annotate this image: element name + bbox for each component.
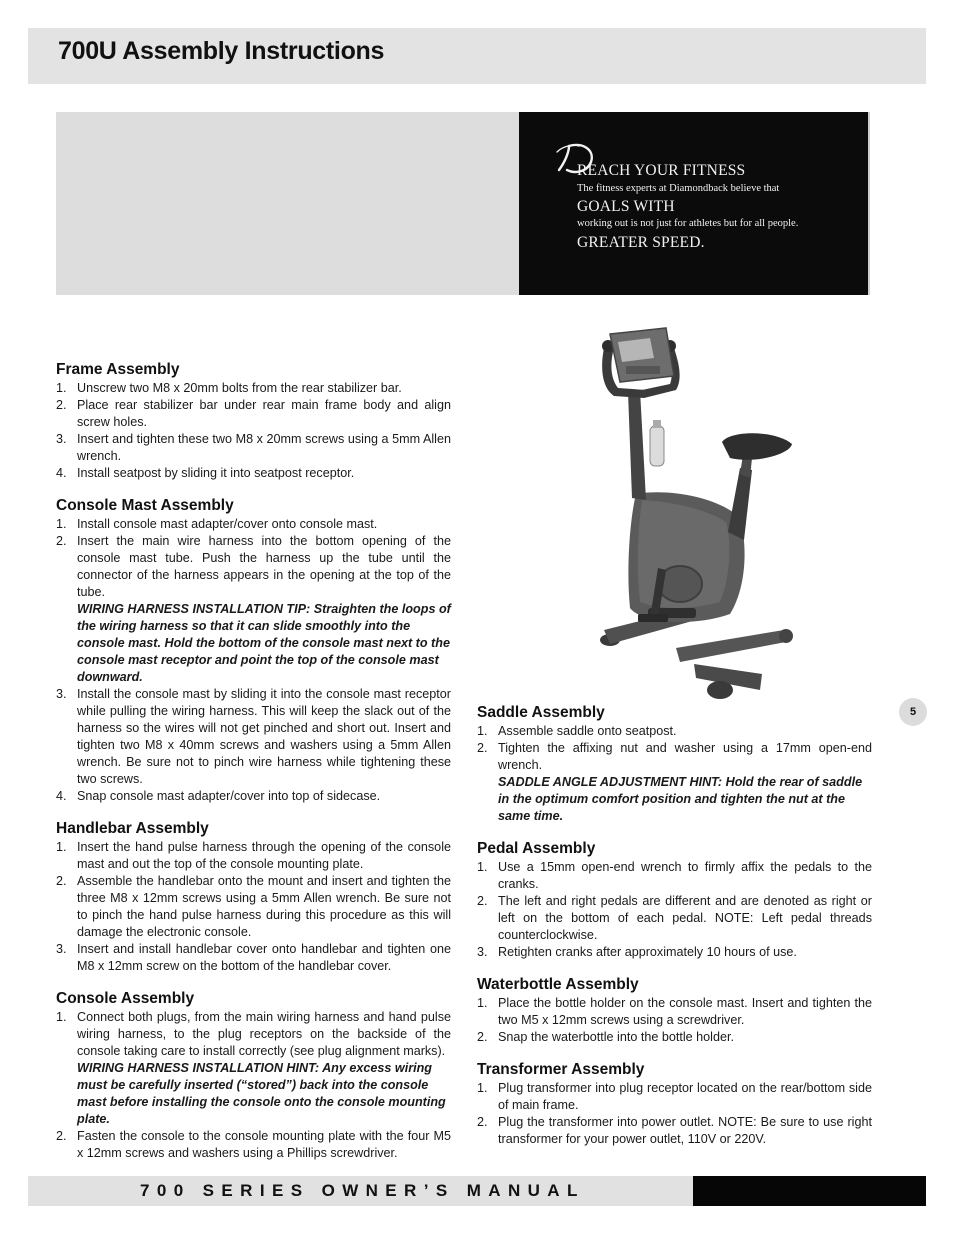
footer-title: 700 SERIES OWNER’S MANUAL — [140, 1181, 585, 1200]
section-heading: Frame Assembly — [56, 361, 180, 378]
section-heading: Saddle Assembly — [477, 704, 605, 721]
slogan-line-3: GOALS WITH — [577, 198, 675, 215]
list-item: 2. Insert the main wire harness into the bottom opening of the console mast tube. Push the harness up the tube until the connector of the harness appears in the opening at the top of the tube. WIRING HARNESS INSTALLATION TIP: Straighten the loops of the wiring harness so that it can slide smoothly into the console mast. Hold the bottom of the console mast next to the console mast receptor and point the top of the console mast downward. — [56, 534, 451, 684]
list-item: 1. Unscrew two M8 x 20mm bolts from the rear stabilizer bar. — [56, 381, 402, 395]
saddle-assembly-section — [477, 703, 872, 825]
footer-band — [28, 1176, 693, 1206]
list-item: 4. Install seatpost by sliding it into seatpost receptor. — [56, 466, 355, 480]
banner-edge — [868, 112, 870, 295]
list-item: 1. Install console mast adapter/cover onto console mast. — [56, 517, 378, 531]
section-heading: Waterbottle Assembly — [477, 976, 639, 993]
list-item: 2. Fasten the console to the console mounting plate with the four M5 x 12mm screws and washers using a Phillips screwdriver. — [56, 1129, 451, 1160]
wiring-harness-tip: WIRING HARNESS INSTALLATION TIP: Straighten the loops of the wiring harness so that it can slide smoothly into the console mast. Hold the bottom of the console mast next to the console mast receptor and point the top of the console mast downward. — [77, 602, 451, 684]
section-heading: Console Assembly — [56, 990, 195, 1007]
page-title: 700U Assembly Instructions — [58, 37, 385, 65]
frame-assembly-section — [56, 360, 451, 482]
transformer-assembly-section — [477, 1060, 872, 1148]
list-item: 1. Insert the hand pulse harness through the opening of the console mast and out the top of the console mounting plate. — [56, 840, 451, 871]
upright-exercise-bike-icon — [580, 318, 800, 702]
console-mast-assembly-section — [56, 496, 451, 805]
section-heading: Console Mast Assembly — [56, 497, 234, 514]
list-item: 1. Place the bottle holder on the console mast. Insert and tighten the two M5 x 12mm screws using a screwdriver. — [477, 996, 872, 1027]
banner-slogan-panel — [519, 112, 868, 295]
banner-placeholder-panel — [56, 112, 519, 295]
list-item: 1. Assemble saddle onto seatpost. — [477, 724, 677, 738]
list-item: 2. Tighten the affixing nut and washer using a 17mm open-end wrench. SADDLE ANGLE ADJUSTMENT HINT: Hold the rear of saddle in the optimum comfort position and tighten the nut at the same time. — [477, 741, 872, 823]
list-item: 2. Snap the waterbottle into the bottle holder. — [477, 1030, 734, 1044]
section-heading: Handlebar Assembly — [56, 820, 209, 837]
page-number-badge: 5 — [899, 698, 927, 726]
list-item: 3. Retighten cranks after approximately 10 hours of use. — [477, 945, 797, 959]
list-item: 3. Insert and install handlebar cover onto handlebar and tighten one M8 x 12mm screw on the bottom of the handlebar cover. — [56, 942, 451, 973]
list-item: 3. Install the console mast by sliding it into the console mast receptor while pulling the wiring harness. This will keep the slack out of the harness so the wires will not get pinched and short out. Insert and tighten two M8 x 40mm screws and washers using a 5mm Allen wrench. Be sure not to pinch wire harness while tightening these two screws. — [56, 687, 451, 786]
slogan-line-5: GREATER SPEED. — [577, 234, 705, 251]
footer-dark-block — [693, 1176, 926, 1206]
slogan-line-2: The fitness experts at Diamondback believe that — [577, 183, 780, 194]
header-band — [28, 28, 926, 84]
right-column — [477, 703, 872, 1148]
list-item: 1. Connect both plugs, from the main wiring harness and hand pulse wiring harness, to the plug receptors on the backside of the console taking care to install correctly (see plug alignment marks). WIRING HARNESS INSTALLATION HINT: Any excess wiring must be carefully inserted (“stored”) back into the console mast before installing the console onto the console mounting plate. — [56, 1010, 451, 1126]
list-item: 2. Assemble the handlebar onto the mount and insert and tighten the three M8 x 12mm screws using a 5mm Allen wrench. Be sure not to pinch the hand pulse harness during this procedure as this will damage the electronic console. — [56, 874, 451, 939]
waterbottle-assembly-section — [477, 975, 872, 1046]
left-column — [56, 360, 451, 1162]
section-heading: Transformer Assembly — [477, 1061, 645, 1078]
list-item: 1. Plug transformer into plug receptor located on the rear/bottom side of main frame. — [477, 1081, 872, 1112]
list-item: 2. Plug the transformer into power outlet. NOTE: Be sure to use right transformer for your power outlet, 110V or 220V. — [477, 1115, 872, 1146]
section-heading: Pedal Assembly — [477, 840, 596, 857]
wiring-harness-hint: WIRING HARNESS INSTALLATION HINT: Any excess wiring must be carefully inserted (“stored”) back into the console mast before installing the console onto the console mounting plate. — [77, 1061, 446, 1126]
slogan-line-4: working out is not just for athletes but for all people. — [577, 218, 799, 229]
list-item: 2. The left and right pedals are different and are denoted as right or left on the bottom of each pedal. NOTE: Left pedal threads counterclockwise. — [477, 894, 872, 942]
console-assembly-section — [56, 989, 451, 1162]
list-item: 1. Use a 15mm open-end wrench to firmly affix the pedals to the cranks. — [477, 860, 872, 891]
handlebar-assembly-section — [56, 819, 451, 975]
pedal-assembly-section — [477, 839, 872, 961]
list-item: 4. Snap console mast adapter/cover into top of sidecase. — [56, 789, 381, 803]
saddle-adjustment-hint: SADDLE ANGLE ADJUSTMENT HINT: Hold the rear of saddle in the optimum comfort position and tighten the nut at the same time. — [498, 775, 863, 823]
slogan-line-1: REACH YOUR FITNESS — [577, 162, 746, 179]
list-item: 3. Insert and tighten these two M8 x 20mm screws using a 5mm Allen wrench. — [56, 432, 451, 463]
list-item: 2. Place rear stabilizer bar under rear main frame body and align screw holes. — [56, 398, 451, 429]
